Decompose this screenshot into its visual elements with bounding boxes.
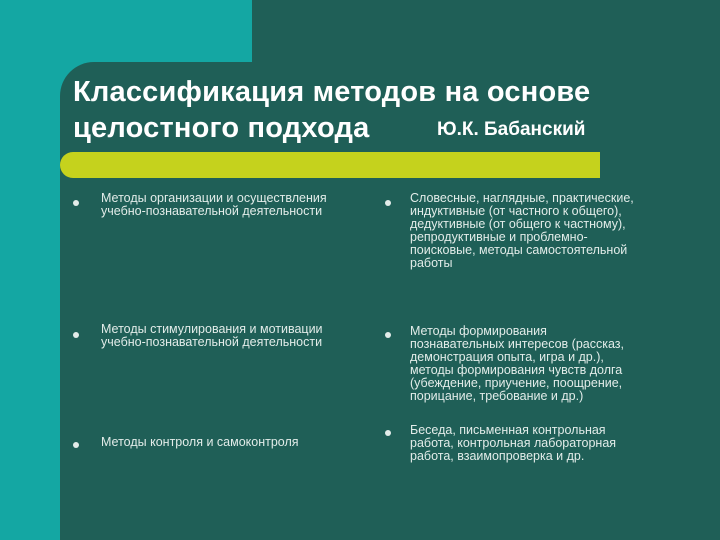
- row-3-method-group: Методы контроля и самоконтроля: [101, 435, 299, 449]
- bullet-icon: [385, 430, 391, 436]
- row-1-method-list: Словесные, наглядные, практические, индуктивные (от частного к общего), дедуктивные (от общего к частному), репродуктивные и проблемно- поисковые, методы самостоятельной работы: [410, 191, 634, 270]
- bullet-icon: [385, 332, 391, 338]
- bullet-icon: [73, 200, 79, 206]
- bullet-icon: [73, 442, 79, 448]
- slide-title-line-2: целостного подхода: [73, 112, 370, 144]
- row-2-method-list: Методы формирования познавательных интересов (рассказ, демонстрация опыта, игра и др.), методы формирования чувств долга (убеждение, приучение, поощрение, порицание, требование и др.): [410, 324, 624, 403]
- row-3-method-list: Беседа, письменная контрольная работа, контрольная лабораторная работа, взаимопроверка и др.: [410, 423, 617, 463]
- top-dark-block: [252, 0, 720, 62]
- author-name: Ю.К. Бабанский: [437, 119, 586, 140]
- bullet-icon: [73, 332, 79, 338]
- bullet-icon: [385, 200, 391, 206]
- slide-title-line-1: Классификация методов на основе: [73, 76, 591, 108]
- row-2-method-group: Методы стимулирования и мотивации учебно-познавательной деятельности: [101, 322, 323, 349]
- accent-bar: [60, 152, 600, 178]
- row-1-method-group: Методы организации и осуществления учебно-познавательной деятельности: [101, 191, 327, 218]
